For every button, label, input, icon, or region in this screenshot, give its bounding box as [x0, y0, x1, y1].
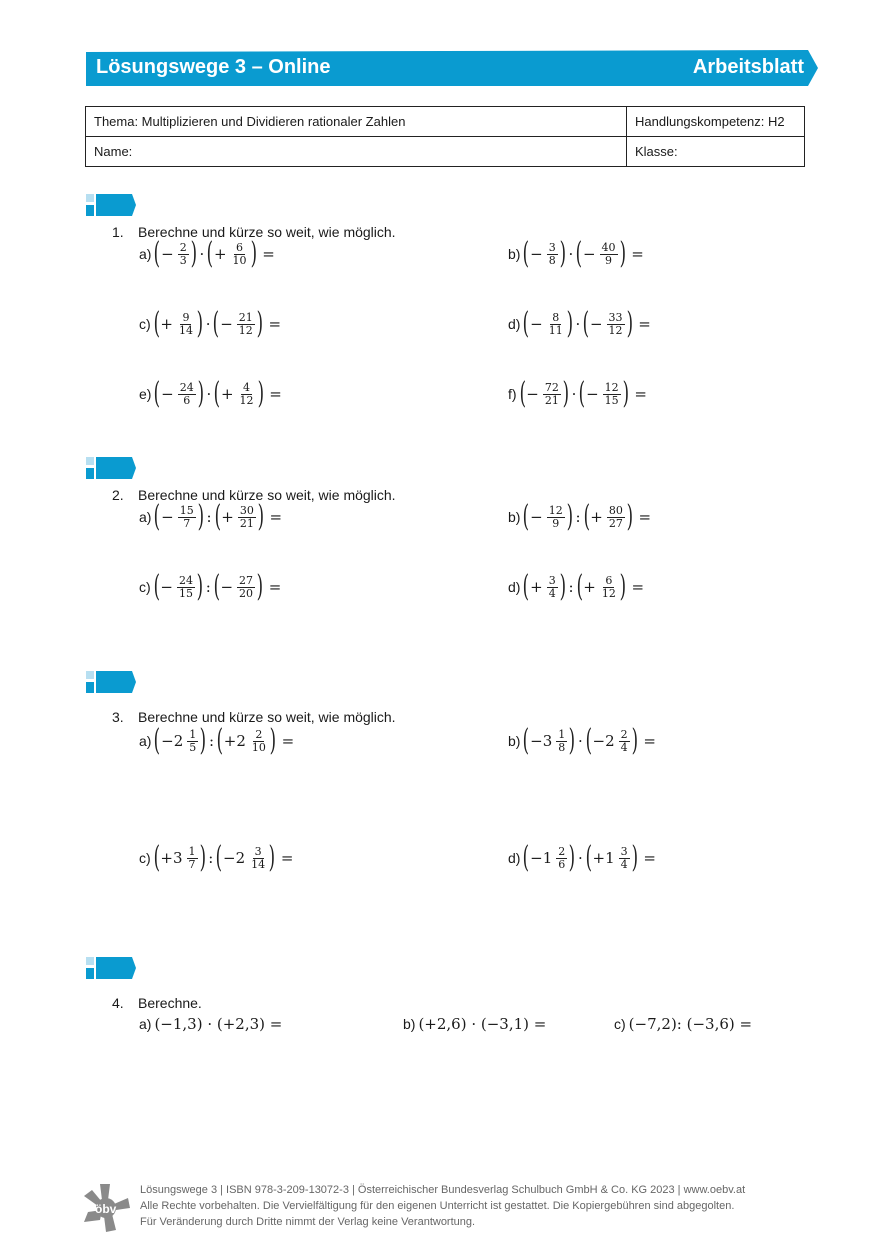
exercise-label: a) — [139, 509, 152, 525]
exercise-label: a) — [139, 733, 152, 749]
fraction-denominator: 4 — [548, 586, 556, 600]
operator: · — [206, 385, 212, 403]
operator: : — [205, 578, 211, 596]
open-paren-icon: ( — [576, 569, 583, 604]
fraction-numerator: 2 — [558, 844, 566, 858]
exercise-2a — [139, 499, 283, 534]
name-field[interactable]: Name: — [86, 137, 627, 167]
oebv-logo — [80, 1182, 132, 1234]
fraction-numerator: 12 — [548, 503, 563, 517]
open-paren-icon: ( — [523, 840, 530, 875]
exercise-label: b) — [508, 733, 521, 749]
operator: : — [209, 732, 215, 750]
operator: · — [578, 849, 583, 867]
fraction-numerator: 2 — [255, 727, 263, 741]
fraction-sign: − — [530, 245, 543, 263]
fraction — [603, 382, 621, 406]
equals-sign: = — [269, 385, 282, 403]
exercise-label: c) — [614, 1016, 626, 1032]
exercise-label: c) — [139, 850, 151, 866]
open-paren-icon: ( — [153, 840, 160, 875]
exercise-1f — [508, 376, 647, 411]
open-paren-icon: ( — [523, 306, 530, 341]
close-paren-icon: ) — [619, 569, 626, 604]
section-tag-3 — [86, 671, 136, 693]
fraction — [547, 242, 558, 266]
close-paren-icon: ) — [257, 376, 264, 411]
task-number: 1. — [112, 224, 124, 240]
fraction-denominator: 5 — [189, 740, 197, 754]
fraction-numerator: 6 — [605, 573, 613, 587]
exercise-label: a) — [139, 1016, 152, 1032]
equals-sign: = — [643, 732, 656, 750]
fraction — [178, 242, 189, 266]
fraction-sign: + — [590, 508, 603, 526]
close-paren-icon: ) — [622, 376, 629, 411]
operator: · — [571, 385, 577, 403]
open-paren-icon: ( — [583, 499, 590, 534]
exercise-4c — [614, 1015, 752, 1033]
footer — [140, 1182, 745, 1230]
fraction-numerator: 9 — [182, 310, 190, 324]
operator: : — [575, 508, 581, 526]
fraction-denominator: 20 — [239, 586, 254, 600]
fraction-denominator: 15 — [604, 393, 619, 407]
fraction-denominator: 8 — [548, 253, 556, 267]
fraction — [547, 575, 558, 599]
fraction-sign: + — [220, 385, 234, 403]
fraction — [177, 312, 195, 336]
close-paren-icon: ) — [559, 569, 566, 604]
open-paren-icon: ( — [585, 840, 592, 875]
exercise-3a — [139, 723, 295, 758]
close-paren-icon: ) — [257, 499, 264, 534]
fraction-sign: +1 — [592, 849, 615, 867]
close-paren-icon: ) — [256, 569, 264, 604]
fraction-denominator: 14 — [178, 323, 193, 337]
fraction-denominator: 4 — [620, 857, 628, 871]
fraction-denominator: 12 — [608, 323, 623, 337]
open-paren-icon: ( — [523, 723, 530, 758]
fraction-sign: − — [220, 578, 234, 596]
close-paren-icon: ) — [250, 236, 257, 271]
fraction — [187, 729, 198, 753]
close-paren-icon: ) — [197, 376, 204, 411]
fraction-denominator: 7 — [183, 516, 191, 530]
open-paren-icon: ( — [154, 499, 161, 534]
fraction-sign: − — [586, 385, 599, 403]
open-paren-icon: ( — [523, 236, 530, 271]
close-paren-icon: ) — [190, 236, 197, 271]
close-paren-icon: ) — [269, 723, 277, 758]
section-tag-1 — [86, 194, 136, 216]
close-paren-icon: ) — [268, 840, 276, 875]
exercise-3c — [139, 840, 294, 875]
footer-line-3: Für Veränderung durch Dritte nimmt der Verlag keine Verantwortung. — [140, 1216, 476, 1228]
task-instruction: Berechne und kürze so weit, wie möglich. — [138, 487, 396, 503]
exercise-label: e) — [139, 386, 152, 402]
task-4-heading — [112, 995, 202, 1011]
fraction-numerator: 1 — [558, 727, 566, 741]
section-tag-4 — [86, 957, 136, 979]
fraction-sign: + — [530, 578, 543, 596]
header-table — [85, 106, 805, 167]
close-paren-icon: ) — [568, 723, 576, 758]
operator: · — [568, 245, 574, 263]
fraction — [547, 312, 565, 336]
close-paren-icon: ) — [631, 840, 638, 875]
equals-sign: = — [631, 578, 645, 596]
equals-sign: = — [268, 315, 282, 333]
operator: : — [206, 508, 212, 526]
exercise-label: d) — [508, 579, 521, 595]
task-instruction: Berechne und kürze so weit, wie möglich. — [138, 224, 396, 240]
fraction-numerator: 2 — [179, 240, 187, 254]
exercise-2c — [139, 569, 282, 604]
fraction-numerator: 33 — [608, 310, 623, 324]
open-paren-icon: ( — [523, 499, 530, 534]
equals-sign: = — [631, 245, 644, 263]
fraction-numerator: 3 — [548, 240, 556, 254]
svg-text:öbv: öbv — [95, 1202, 117, 1216]
banner-title: Lösungswege 3 – Online — [96, 56, 331, 78]
exercise-3d — [508, 840, 656, 875]
fraction-denominator: 21 — [239, 516, 254, 530]
operator: · — [199, 245, 205, 263]
exercise-label: b) — [508, 246, 521, 262]
fraction — [249, 846, 267, 870]
footer-line-2: Alle Rechte vorbehalten. Die Vervielfältigung für den eigenen Unterricht ist gestattet. Die Kopiergebühren sind abgegolten. — [140, 1200, 735, 1212]
fraction-numerator: 21 — [238, 310, 253, 324]
open-paren-icon: ( — [523, 569, 530, 604]
fraction-sign: +3 — [160, 849, 183, 867]
open-paren-icon: ( — [214, 499, 221, 534]
operator: : — [568, 578, 574, 596]
fraction-numerator: 40 — [601, 240, 616, 254]
title-banner — [86, 50, 818, 86]
fraction — [600, 575, 618, 599]
open-paren-icon: ( — [216, 723, 224, 758]
operator: · — [578, 732, 583, 750]
fraction — [607, 505, 625, 529]
fraction — [177, 575, 195, 599]
fraction-numerator: 3 — [620, 844, 628, 858]
fraction-sign: − — [526, 385, 539, 403]
task-instruction: Berechne. — [138, 995, 202, 1011]
exercise-label: f) — [508, 386, 517, 402]
fraction-sign: −1 — [530, 849, 553, 867]
equals-sign: = — [262, 245, 275, 263]
fraction-numerator: 3 — [254, 844, 262, 858]
fraction-numerator: 2 — [620, 727, 628, 741]
open-paren-icon: ( — [582, 306, 590, 341]
close-paren-icon: ) — [562, 376, 569, 411]
open-paren-icon: ( — [578, 376, 586, 411]
close-paren-icon: ) — [568, 840, 576, 875]
fraction — [187, 846, 198, 870]
fraction-sign: − — [220, 315, 233, 333]
fraction-sign: − — [161, 385, 174, 403]
fraction — [237, 575, 255, 599]
open-paren-icon: ( — [154, 376, 161, 411]
equals-sign: = — [638, 315, 651, 333]
fraction-denominator: 6 — [183, 393, 191, 407]
open-paren-icon: ( — [153, 569, 160, 604]
fraction — [543, 382, 561, 406]
exercise-expression: (−1,3) · (+2,3) = — [154, 1015, 283, 1033]
fraction-denominator: 9 — [605, 253, 613, 267]
exercise-expression: (−7,2): (−3,6) = — [628, 1015, 753, 1033]
fraction-denominator: 6 — [558, 857, 566, 871]
exercise-2d — [508, 569, 645, 604]
fraction — [619, 846, 630, 870]
fraction-denominator: 8 — [558, 740, 566, 754]
equals-sign: = — [269, 508, 283, 526]
fraction — [547, 505, 565, 529]
exercise-4a — [139, 1015, 282, 1033]
banner-doc-type: Arbeitsblatt — [692, 56, 804, 78]
open-paren-icon: ( — [585, 723, 592, 758]
fraction-sign: + — [583, 578, 596, 596]
fraction-denominator: 27 — [608, 516, 623, 530]
open-paren-icon: ( — [213, 376, 221, 411]
operator: · — [575, 315, 581, 333]
task-number: 2. — [112, 487, 124, 503]
fraction — [178, 505, 196, 529]
open-paren-icon: ( — [213, 569, 220, 604]
fraction-numerator: 8 — [552, 310, 560, 324]
operator: : — [208, 849, 214, 867]
equals-sign: = — [268, 578, 282, 596]
fraction — [600, 242, 618, 266]
operator: · — [205, 315, 211, 333]
equals-sign: = — [643, 849, 656, 867]
fraction-numerator: 4 — [243, 380, 251, 394]
fraction-sign: +2 — [223, 732, 246, 750]
open-paren-icon: ( — [215, 840, 223, 875]
fraction-denominator: 14 — [251, 857, 266, 871]
exercise-label: d) — [508, 316, 521, 332]
fraction-sign: −3 — [530, 732, 553, 750]
exercise-1e — [139, 376, 282, 411]
fraction-sign: −2 — [223, 849, 246, 867]
exercise-expression: (+2,6) · (−3,1) = — [418, 1015, 547, 1033]
close-paren-icon: ) — [196, 569, 204, 604]
fraction — [556, 846, 567, 870]
fraction-numerator: 3 — [548, 573, 556, 587]
exercise-label: c) — [139, 579, 151, 595]
footer-line-1: Lösungswege 3 | ISBN 978-3-209-13072-3 | Österreichischer Bundesverlag Schulbuch GmbH & Co. KG 2023 | www.oebv.at — [140, 1184, 746, 1196]
fraction — [250, 729, 268, 753]
close-paren-icon: ) — [199, 723, 207, 758]
fraction-denominator: 4 — [620, 740, 628, 754]
exercise-1c — [139, 306, 282, 341]
fraction-sign: + — [160, 315, 173, 333]
fraction-sign: −2 — [592, 732, 615, 750]
fraction-denominator: 11 — [548, 323, 563, 337]
open-paren-icon: ( — [206, 236, 214, 271]
open-paren-icon: ( — [519, 376, 526, 411]
exercise-label: b) — [403, 1016, 416, 1032]
fraction-numerator: 12 — [604, 380, 619, 394]
fraction-numerator: 80 — [608, 503, 623, 517]
equals-sign: = — [281, 732, 295, 750]
fraction-sign: − — [589, 315, 603, 333]
fraction-denominator: 10 — [232, 253, 247, 267]
task-number: 3. — [112, 709, 124, 725]
exercise-label: c) — [139, 316, 151, 332]
exercise-3b — [508, 723, 656, 758]
fraction-denominator: 3 — [179, 253, 187, 267]
task-instruction: Berechne und kürze so weit, wie möglich. — [138, 709, 396, 725]
equals-sign: = — [280, 849, 294, 867]
fraction-sign: − — [161, 245, 174, 263]
fraction — [619, 729, 630, 753]
fraction-sign: − — [161, 508, 174, 526]
fraction — [238, 382, 256, 406]
close-paren-icon: ) — [197, 499, 204, 534]
fraction-denominator: 15 — [178, 586, 193, 600]
fraction-sign: − — [160, 578, 173, 596]
close-paren-icon: ) — [566, 499, 573, 534]
fraction — [556, 729, 567, 753]
fraction — [237, 312, 255, 336]
fraction — [231, 242, 249, 266]
close-paren-icon: ) — [196, 306, 204, 341]
fraction-denominator: 12 — [239, 393, 254, 407]
close-paren-icon: ) — [256, 306, 263, 341]
exercise-4b — [403, 1015, 546, 1033]
close-paren-icon: ) — [626, 306, 633, 341]
fraction-numerator: 15 — [179, 503, 194, 517]
fraction-denominator: 7 — [188, 857, 196, 871]
close-paren-icon: ) — [566, 306, 573, 341]
close-paren-icon: ) — [559, 236, 566, 271]
fraction-sign: − — [530, 315, 543, 333]
exercise-1b — [508, 236, 644, 271]
fraction-sign: −2 — [161, 732, 184, 750]
fraction-sign: − — [530, 508, 543, 526]
open-paren-icon: ( — [154, 236, 161, 271]
equals-sign: = — [634, 385, 647, 403]
close-paren-icon: ) — [199, 840, 206, 875]
fraction-numerator: 6 — [236, 240, 244, 254]
exercise-1d — [508, 306, 651, 341]
fraction-denominator: 21 — [544, 393, 559, 407]
open-paren-icon: ( — [153, 306, 160, 341]
exercise-label: d) — [508, 850, 521, 866]
class-field[interactable]: Klasse: — [627, 137, 805, 167]
open-paren-icon: ( — [154, 723, 161, 758]
fraction-sign: + — [221, 508, 234, 526]
fraction — [238, 505, 256, 529]
close-paren-icon: ) — [631, 723, 638, 758]
fraction-denominator: 9 — [552, 516, 560, 530]
exercise-label: a) — [139, 246, 152, 262]
fraction-numerator: 1 — [188, 844, 196, 858]
close-paren-icon: ) — [619, 236, 626, 271]
section-tag-2 — [86, 457, 136, 479]
fraction — [178, 382, 196, 406]
fraction — [607, 312, 625, 336]
fraction-denominator: 10 — [251, 740, 266, 754]
fraction-sign: − — [582, 245, 596, 263]
fraction-numerator: 1 — [189, 727, 197, 741]
fraction-sign: + — [213, 245, 227, 263]
exercise-label: b) — [508, 509, 521, 525]
fraction-numerator: 24 — [179, 380, 194, 394]
fraction-denominator: 12 — [601, 586, 616, 600]
exercise-1a — [139, 236, 275, 271]
topic-cell: Thema: Multiplizieren und Dividieren rationaler Zahlen — [86, 107, 627, 137]
competence-cell: Handlungskompetenz: H2 — [627, 107, 805, 137]
fraction-denominator: 12 — [238, 323, 253, 337]
open-paren-icon: ( — [213, 306, 220, 341]
equals-sign: = — [638, 508, 652, 526]
task-number: 4. — [112, 995, 124, 1011]
fraction-numerator: 24 — [178, 573, 193, 587]
fraction-numerator: 30 — [239, 503, 254, 517]
fraction-numerator: 72 — [544, 380, 559, 394]
close-paren-icon: ) — [626, 499, 633, 534]
exercise-2b — [508, 499, 652, 534]
fraction-numerator: 27 — [239, 573, 254, 587]
open-paren-icon: ( — [575, 236, 583, 271]
